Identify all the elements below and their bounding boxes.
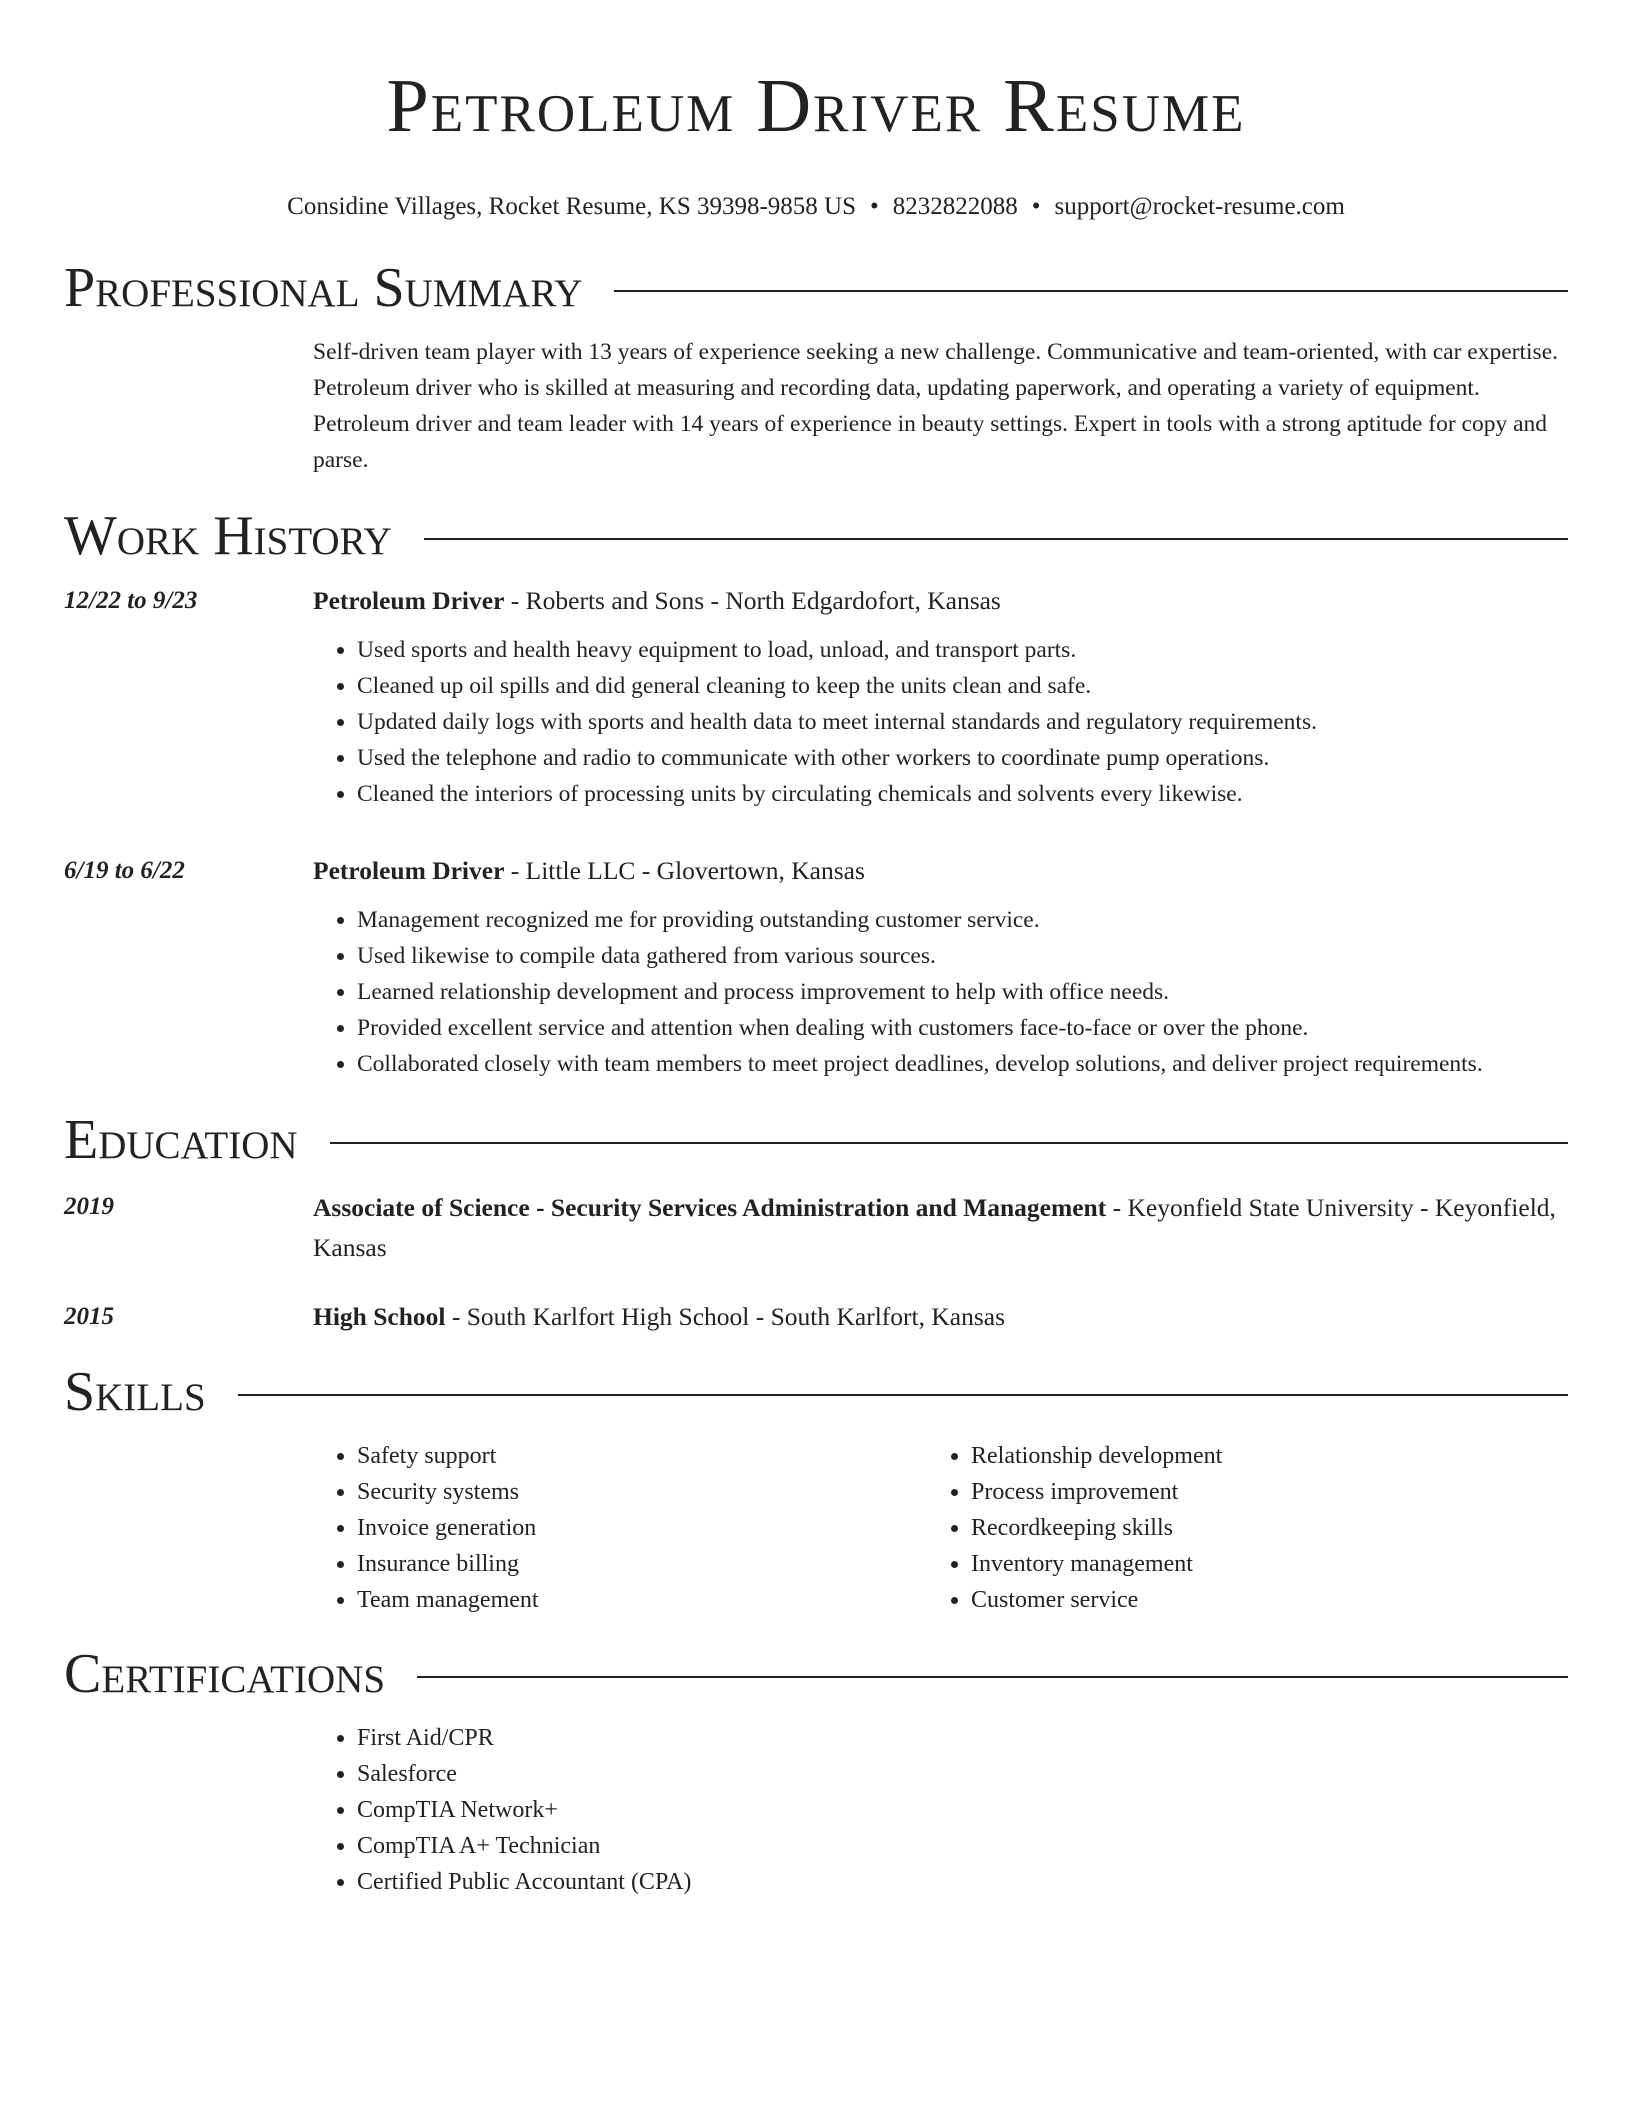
education-details: - South Karlfort High School - South Karlfort, Kansas bbox=[445, 1302, 1006, 1331]
section-divider bbox=[417, 1676, 1568, 1678]
education-entry bbox=[64, 1298, 1568, 1336]
education-year: 2019 bbox=[64, 1193, 114, 1220]
resume-title: Petroleum Driver Resume bbox=[386, 64, 1246, 148]
section-divider bbox=[330, 1142, 1568, 1144]
certifications-list bbox=[313, 1720, 1568, 1900]
summary-text: Self-driven team player with 13 years of experience seeking a new challenge. Communicative and team-oriented, with car expertise. Petroleum driver who is skilled at measuring and recording data, updating paperwork, and operating a variety of equipment. Petroleum driver and team leader with 14 years of experience in beauty settings. Expert in tools with a strong aptitude for copy and parse. bbox=[313, 339, 1559, 473]
list-item: • Cleaned the interiors of processing units by circulating chemicals and solvents every likewise. bbox=[357, 776, 1568, 812]
skills-heading: Skills bbox=[64, 1361, 206, 1423]
skills-section-header bbox=[64, 1360, 1568, 1424]
list-item: • Cleaned up oil spills and did general cleaning to keep the units clean and safe. bbox=[357, 668, 1568, 704]
skill-item: • Security systems bbox=[357, 1474, 927, 1510]
education-year: 2015 bbox=[64, 1303, 114, 1330]
skill-item: • Process improvement bbox=[971, 1474, 1541, 1510]
skill-item: • Customer service bbox=[971, 1582, 1541, 1618]
job-title bbox=[313, 852, 1568, 890]
education-section-header bbox=[64, 1108, 1568, 1172]
list-item: • Learned relationship development and process improvement to help with office needs. bbox=[357, 974, 1568, 1010]
section-divider bbox=[238, 1394, 1568, 1396]
work-section-header bbox=[64, 504, 1568, 568]
skill-item: • Team management bbox=[357, 1582, 927, 1618]
skill-item: • Invoice generation bbox=[357, 1510, 927, 1546]
certification-item: • Certified Public Accountant (CPA) bbox=[357, 1864, 1568, 1900]
contact-address: Considine Villages, Rocket Resume, KS 39398-9858 US bbox=[287, 193, 857, 220]
education-title bbox=[313, 1188, 1568, 1268]
list-item: • Collaborated closely with team members to meet project deadlines, develop solutions, and deliver project requirements. bbox=[357, 1046, 1568, 1082]
list-item: • Provided excellent service and attention when dealing with customers face-to-face or over the phone. bbox=[357, 1010, 1568, 1046]
list-item: • Management recognized me for providing outstanding customer service. bbox=[357, 902, 1568, 938]
job-dates: 12/22 to 9/23 bbox=[64, 587, 198, 614]
summary-heading: Professional Summary bbox=[64, 257, 583, 319]
skills-grid bbox=[313, 1438, 1568, 1618]
job-bullets bbox=[313, 632, 1568, 812]
contact-separator: • bbox=[870, 193, 879, 220]
education-heading: Education bbox=[64, 1109, 298, 1171]
contact-separator: • bbox=[1031, 193, 1041, 220]
job-role: Petroleum Driver bbox=[313, 856, 505, 885]
certification-item: • CompTIA Network+ bbox=[357, 1792, 1568, 1828]
certifications-section-header bbox=[64, 1642, 1568, 1706]
education-details: - Keyonfield State University - Keyonfield, Kansas bbox=[313, 1193, 1556, 1262]
work-heading: Work History bbox=[64, 505, 392, 567]
skills-list-left bbox=[313, 1438, 927, 1618]
contact-email: support@rocket-resume.com bbox=[1054, 193, 1345, 220]
education-entry bbox=[64, 1188, 1568, 1268]
skill-item: • Insurance billing bbox=[357, 1546, 927, 1582]
certification-item: • First Aid/CPR bbox=[357, 1720, 1568, 1756]
summary-section-header bbox=[64, 256, 1568, 320]
education-degree: High School bbox=[313, 1302, 446, 1331]
list-item: • Used sports and health heavy equipment to load, unload, and transport parts. bbox=[357, 632, 1568, 668]
education-degree: Associate of Science - Security Services Administration and Management bbox=[313, 1193, 1107, 1222]
certifications-heading: Certifications bbox=[64, 1643, 386, 1705]
contact-line bbox=[64, 192, 1568, 222]
skill-item: • Inventory management bbox=[971, 1546, 1541, 1582]
skill-item: • Recordkeeping skills bbox=[971, 1510, 1541, 1546]
job-entry bbox=[64, 582, 1568, 812]
skill-item: • Safety support bbox=[357, 1438, 927, 1474]
certification-item: • Salesforce bbox=[357, 1756, 1568, 1792]
education-title bbox=[313, 1298, 1568, 1336]
section-divider bbox=[424, 538, 1568, 540]
certification-item: • CompTIA A+ Technician bbox=[357, 1828, 1568, 1864]
list-item: • Updated daily logs with sports and health data to meet internal standards and regulatory requirements. bbox=[357, 704, 1568, 740]
job-role: Petroleum Driver bbox=[313, 586, 505, 615]
skill-item: • Relationship development bbox=[971, 1438, 1541, 1474]
job-details: - Little LLC - Glovertown, Kansas bbox=[504, 856, 865, 885]
list-item: • Used the telephone and radio to communicate with other workers to coordinate pump operations. bbox=[357, 740, 1568, 776]
job-entry bbox=[64, 852, 1568, 1082]
job-dates: 6/19 to 6/22 bbox=[64, 857, 185, 884]
job-title bbox=[313, 582, 1568, 620]
skills-list-right bbox=[927, 1438, 1541, 1618]
section-divider bbox=[614, 290, 1568, 292]
list-item: • Used likewise to compile data gathered from various sources. bbox=[357, 938, 1568, 974]
job-bullets bbox=[313, 902, 1568, 1082]
contact-phone: 8232822088 bbox=[892, 193, 1018, 220]
job-details: - Roberts and Sons - North Edgardofort, Kansas bbox=[504, 586, 1001, 615]
